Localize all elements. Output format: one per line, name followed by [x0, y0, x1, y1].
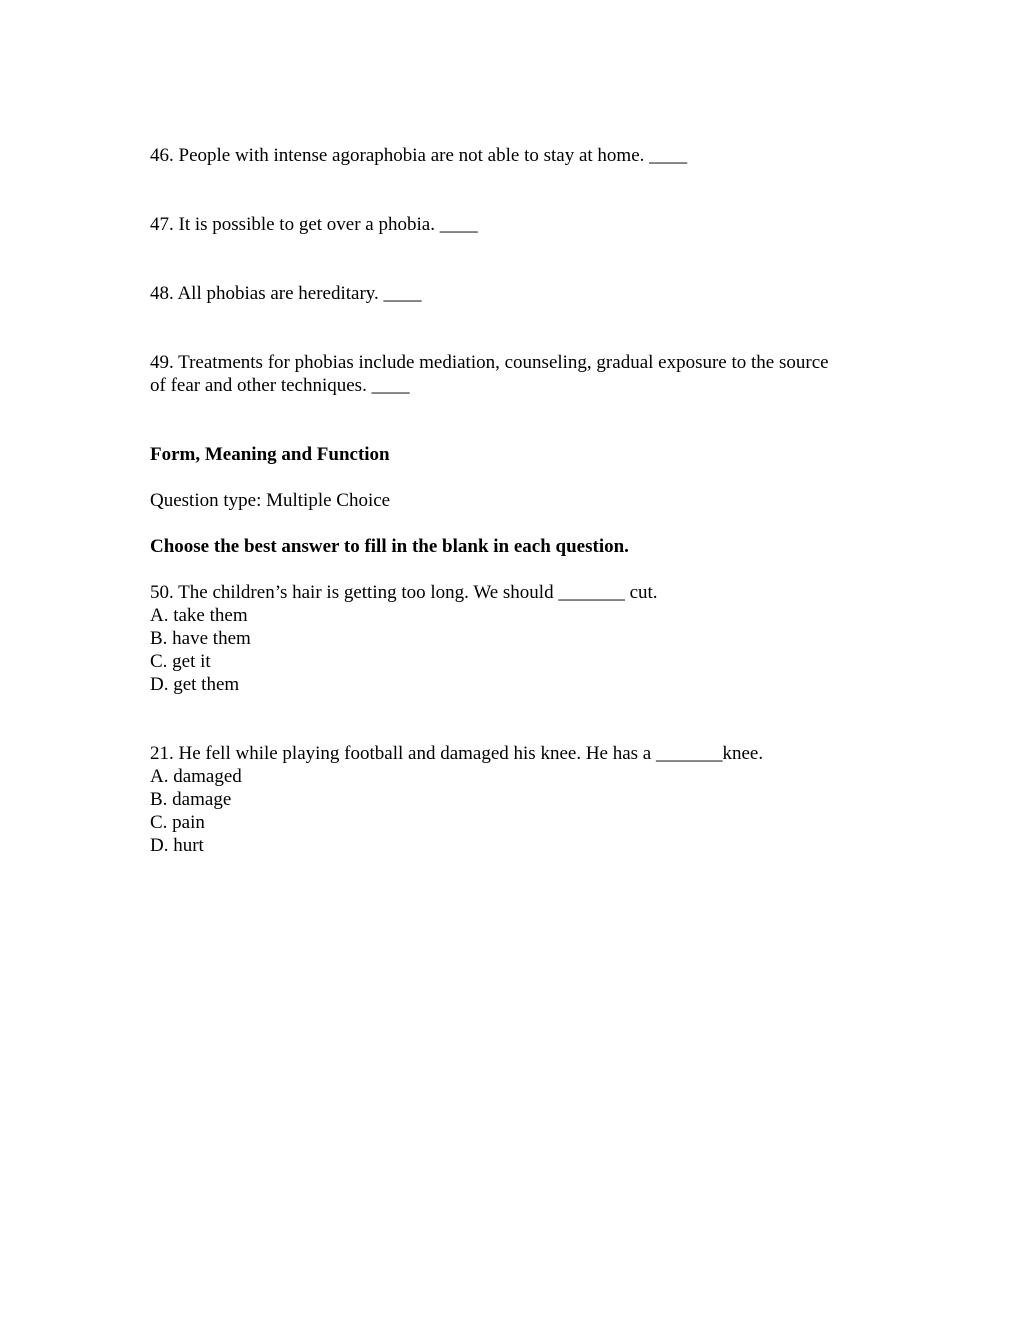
question-21: 21. He fell while playing football and damaged his knee. He has a _______knee.: [150, 743, 764, 764]
question-47: 47. It is possible to get over a phobia. ____: [150, 214, 478, 235]
question-50: 50. The children’s hair is getting too long. We should _______ cut.: [150, 582, 658, 603]
question-50-option-a: A. take them: [150, 605, 248, 626]
question-46: 46. People with intense agoraphobia are not able to stay at home. ____: [150, 145, 688, 166]
question-21-option-d: D. hurt: [150, 835, 204, 856]
question-50-option-b: B. have them: [150, 628, 251, 649]
question-21-option-a: A. damaged: [150, 766, 242, 787]
section-heading: Form, Meaning and Function: [150, 444, 390, 465]
instruction: Choose the best answer to fill in the blank in each question.: [150, 536, 629, 557]
question-49-line-2: of fear and other techniques. ____: [150, 375, 410, 396]
question-48: 48. All phobias are hereditary. ____: [150, 283, 422, 304]
question-49-line-1: 49. Treatments for phobias include mediation, counseling, gradual exposure to the source: [150, 352, 829, 373]
question-21-option-c: C. pain: [150, 812, 205, 833]
question-50-option-d: D. get them: [150, 674, 240, 695]
question-type: Question type: Multiple Choice: [150, 490, 391, 511]
question-50-option-c: C. get it: [150, 651, 211, 672]
question-21-option-b: B. damage: [150, 789, 232, 810]
